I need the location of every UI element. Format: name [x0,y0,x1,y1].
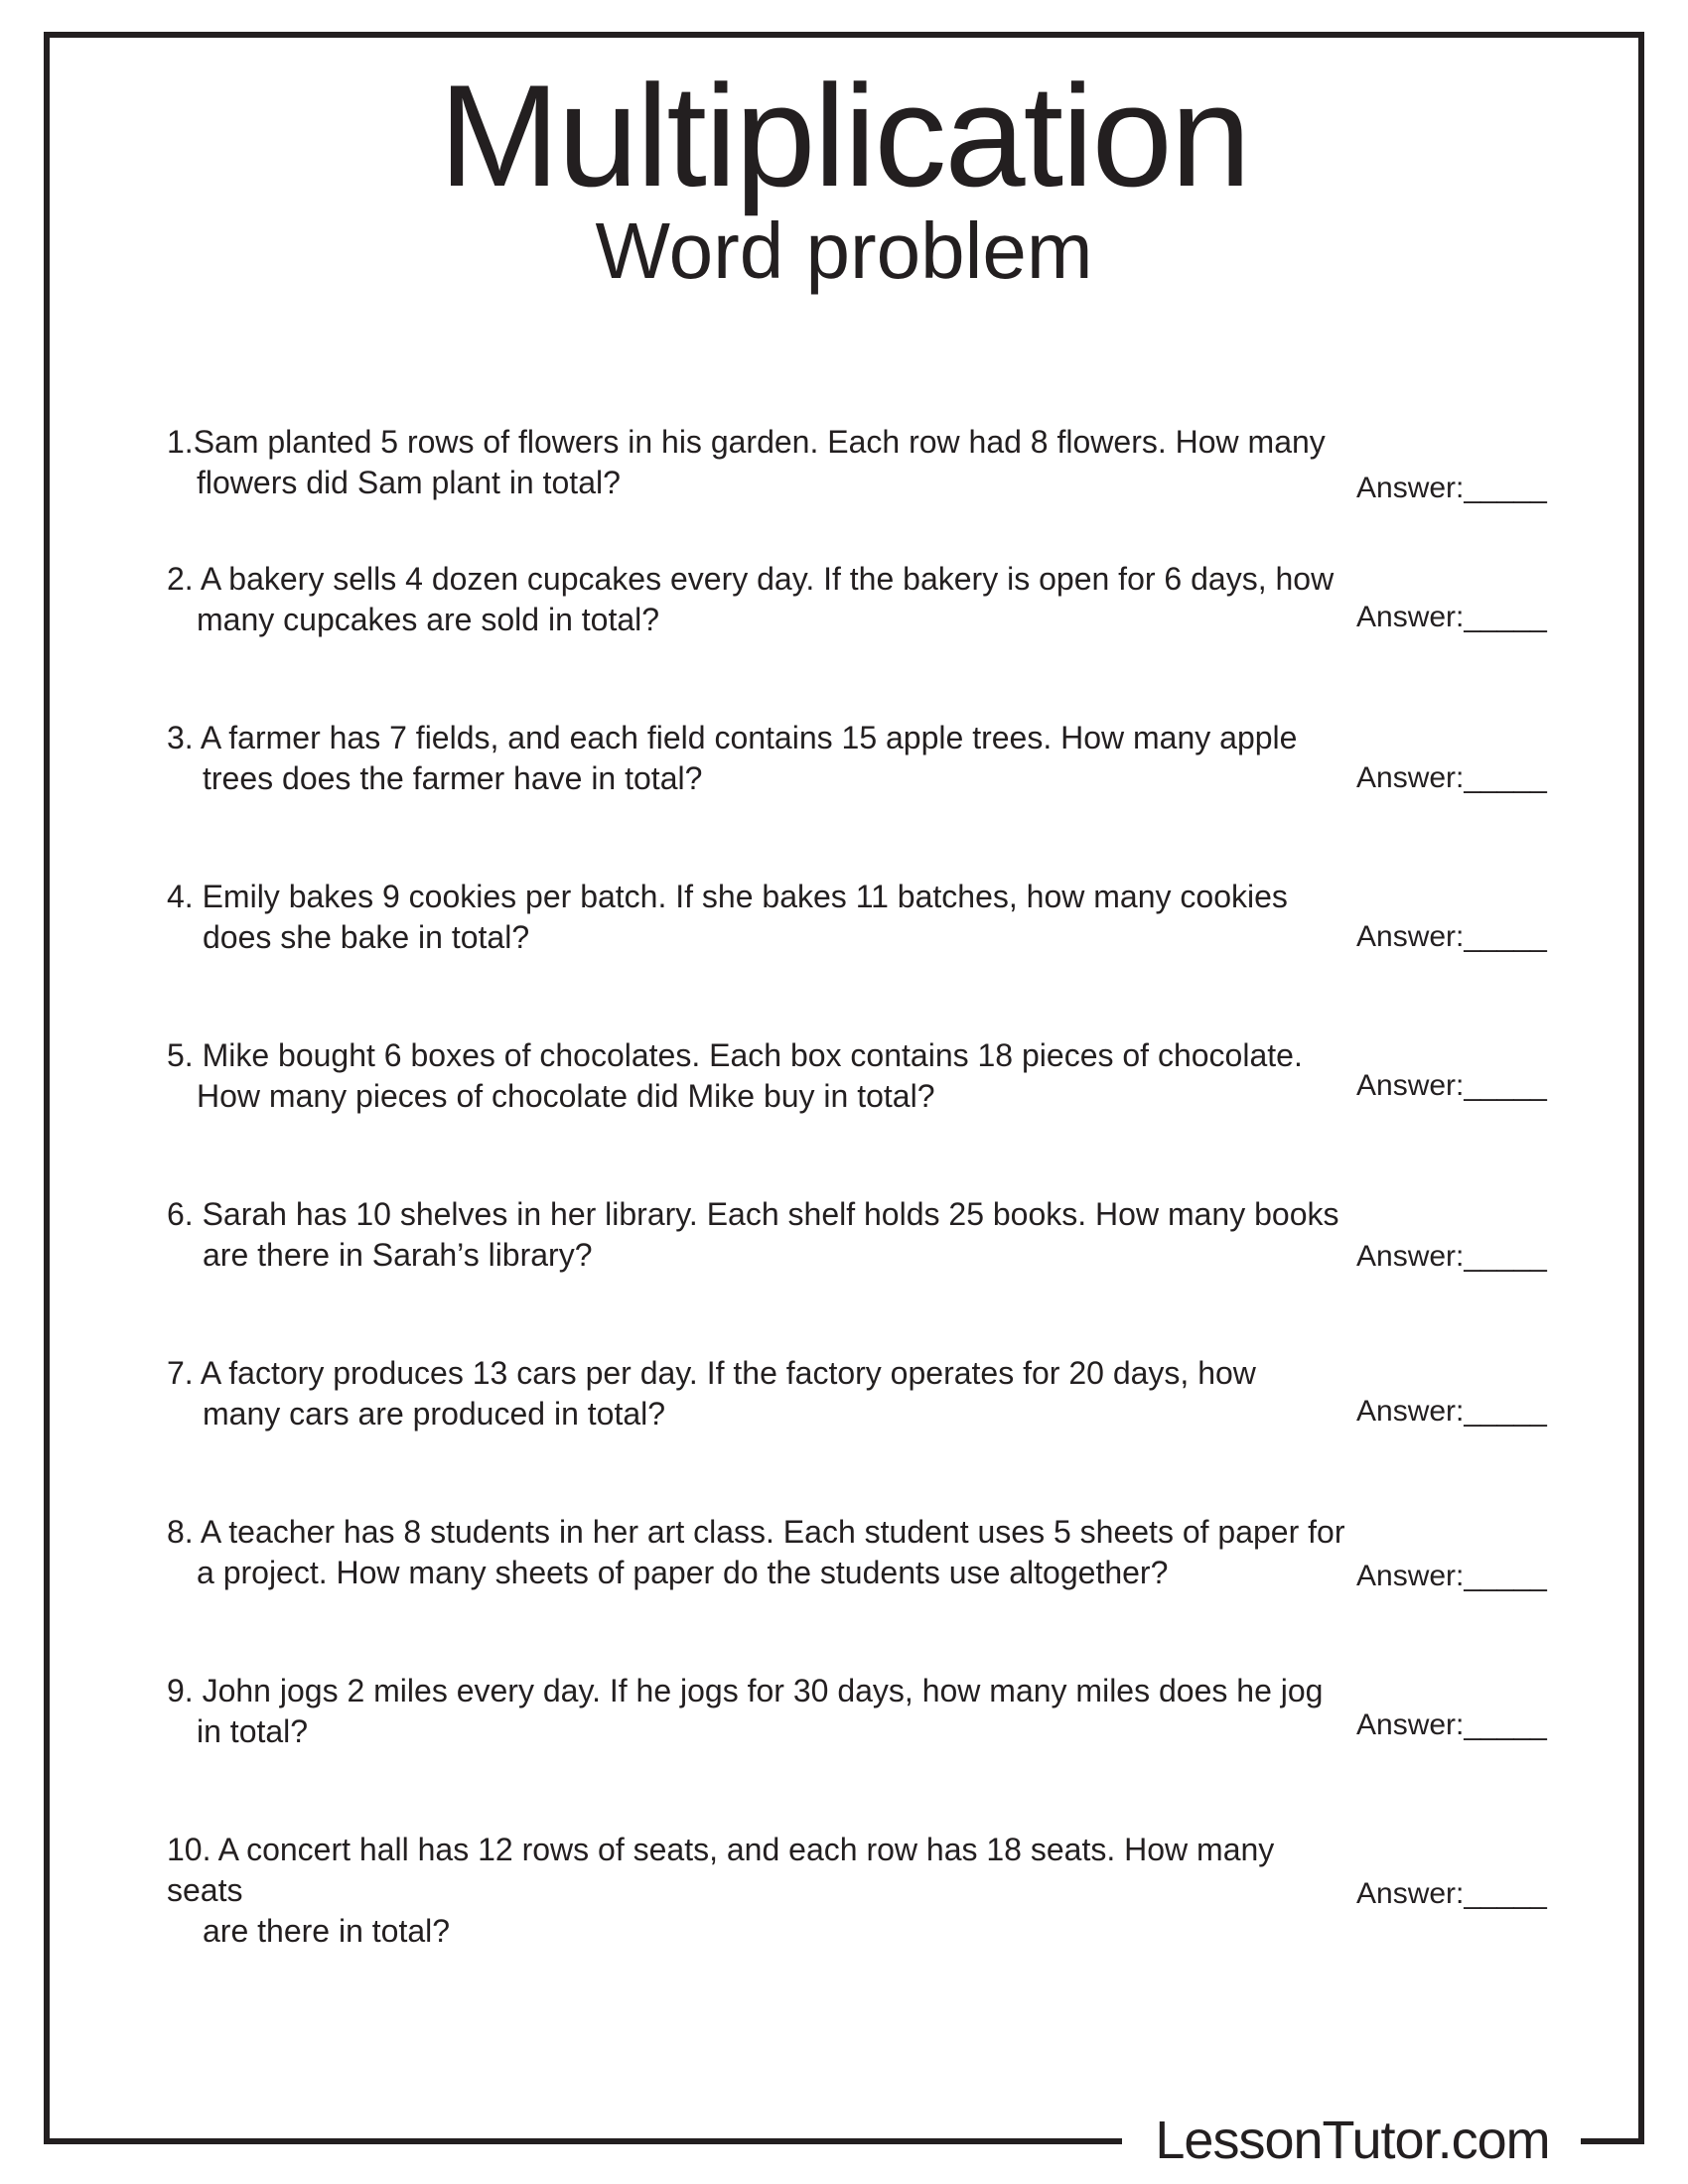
problem-3 [167,718,1358,799]
problem-3-line-2: trees does the farmer have in total? [203,760,703,796]
problem-5 [167,1035,1358,1117]
problem-10 [167,1830,1358,1952]
problem-8-line-2: a project. How many sheets of paper do the students use altogether? [197,1555,1169,1590]
problem-7-line-1: 7. A factory produces 13 cars per day. If the factory operates for 20 days, how [167,1355,1256,1391]
problem-4 [167,877,1358,958]
problem-9-line-2: in total? [197,1713,309,1749]
problem-10-line-1: 10. A concert hall has 12 rows of seats, and each row has 18 seats. How many seats [167,1832,1275,1908]
answer-blank-2[interactable]: Answer:_____ [1356,601,1547,633]
border-bottom-right [1581,2138,1644,2144]
answer-blank-8[interactable]: Answer:_____ [1356,1560,1547,1592]
problem-6 [167,1194,1358,1276]
footer-brand: LessonTutor.com [1155,2111,1550,2170]
answer-blank-3[interactable]: Answer:_____ [1356,761,1547,794]
problem-4-line-1: 4. Emily bakes 9 cookies per batch. If she bakes 11 batches, how many cookies [167,879,1288,914]
answer-blank-5[interactable]: Answer:_____ [1356,1069,1547,1102]
problem-1-line-2: flowers did Sam plant in total? [197,465,621,500]
problem-2 [167,559,1358,640]
border-bottom-left [44,2138,1122,2144]
answer-blank-10[interactable]: Answer:_____ [1356,1877,1547,1910]
problem-8 [167,1512,1358,1593]
border-right [1638,32,1644,2144]
answer-blank-1[interactable]: Answer:_____ [1356,472,1547,504]
problem-2-line-1: 2. A bakery sells 4 dozen cupcakes every day. If the bakery is open for 6 days, how [167,561,1335,597]
border-left [44,32,50,2144]
problem-9-line-1: 9. John jogs 2 miles every day. If he jogs for 30 days, how many miles does he jog [167,1673,1324,1708]
page-subtitle: Word problem [595,206,1093,295]
problem-2-line-2: many cupcakes are sold in total? [197,602,660,637]
problem-6-line-1: 6. Sarah has 10 shelves in her library. Each shelf holds 25 books. How many books [167,1196,1339,1232]
problem-10-line-2: are there in total? [203,1913,451,1949]
problem-4-line-2: does she bake in total? [203,919,530,955]
problem-3-line-1: 3. A farmer has 7 fields, and each field contains 15 apple trees. How many apple [167,720,1298,755]
problem-5-line-1: 5. Mike bought 6 boxes of chocolates. Each box contains 18 pieces of chocolate. [167,1037,1303,1073]
border-top [44,32,1644,38]
answer-blank-6[interactable]: Answer:_____ [1356,1240,1547,1273]
problem-8-line-1: 8. A teacher has 8 students in her art class. Each student uses 5 sheets of paper for [167,1514,1345,1550]
answer-blank-9[interactable]: Answer:_____ [1356,1708,1547,1741]
problem-6-line-2: are there in Sarah’s library? [203,1237,593,1273]
answer-blank-7[interactable]: Answer:_____ [1356,1395,1547,1428]
answer-blank-4[interactable]: Answer:_____ [1356,920,1547,953]
problem-7-line-2: many cars are produced in total? [203,1396,666,1432]
problem-1-line-1: 1.Sam planted 5 rows of flowers in his garden. Each row had 8 flowers. How many [167,424,1326,460]
problem-7 [167,1353,1358,1434]
problem-5-line-2: How many pieces of chocolate did Mike buy in total? [197,1078,935,1114]
page-title: Multiplication [439,55,1249,216]
problem-9 [167,1671,1358,1752]
problem-1 [167,422,1358,503]
